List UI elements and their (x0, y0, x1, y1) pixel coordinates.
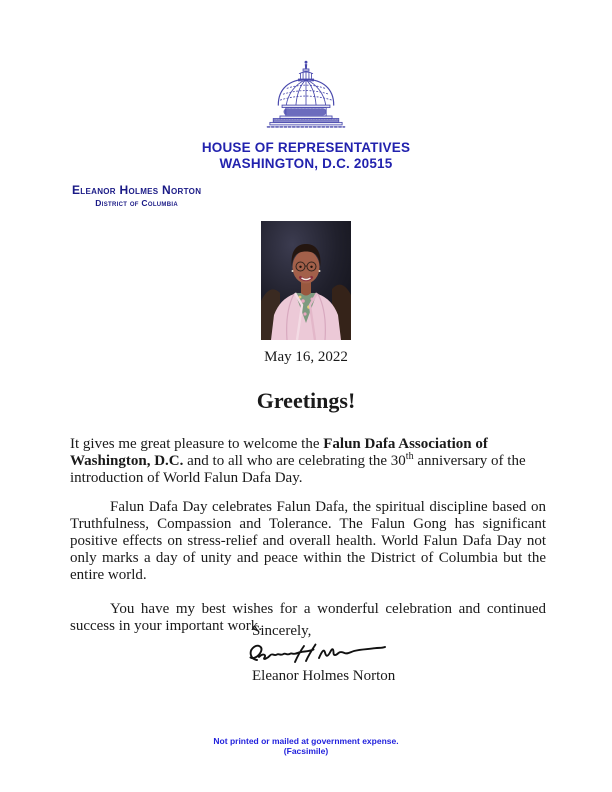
member-name: Eleanor Holmes Norton (72, 183, 202, 197)
p1-superscript: th (405, 451, 414, 462)
p1-text-pre: It gives me great pleasure to welcome the (70, 436, 324, 452)
member-district: District of Columbia (95, 198, 178, 208)
letter-date: May 16, 2022 (264, 349, 348, 365)
paragraph-1 (70, 436, 546, 487)
footer-line2: (Facsimile) (283, 746, 329, 756)
signer-name: Eleanor Holmes Norton (252, 668, 396, 684)
salutation: Greetings! (256, 388, 356, 413)
paragraph-3: You have my best wishes for a wonderful celebration and continued success in your important work. (70, 601, 546, 634)
letterhead-org-line2: WASHINGTON, D.C. 20515 (219, 155, 393, 171)
letterhead-seal (264, 58, 348, 137)
p1-text-mid: and to all who are celebrating the 30 (183, 453, 406, 469)
portrait-photo-image (261, 221, 351, 340)
letter-body (70, 436, 546, 635)
handwritten-signature-icon (246, 640, 388, 668)
closing: Sincerely, (252, 623, 312, 639)
letterhead-org-line1: HOUSE OF REPRESENTATIVES (201, 140, 411, 155)
p1-bold-association: Falun Dafa Association of Washington, D.C. (70, 436, 488, 469)
letterhead-org (0, 140, 612, 171)
member-block (72, 183, 201, 208)
signature-image (246, 640, 395, 668)
p1-text-post: anniversary of the introduction of World Falun Dafa Day. (70, 453, 526, 486)
paragraph-2: Falun Dafa Day celebrates Falun Dafa, the spiritual discipline based on Truthfulness, Compassion and Tolerance. The Falun Gong has significant positive effects on stress-relief and overall health. World Falun Dafa Day not only marks a day of unity and peace within the District of Columbia but the entire world. (70, 499, 546, 583)
capitol-dome-icon (264, 58, 348, 132)
footer (0, 736, 612, 756)
footer-line1: Not printed or mailed at government expense. (213, 736, 399, 746)
signature-block (252, 623, 395, 684)
portrait-photo (261, 221, 351, 340)
